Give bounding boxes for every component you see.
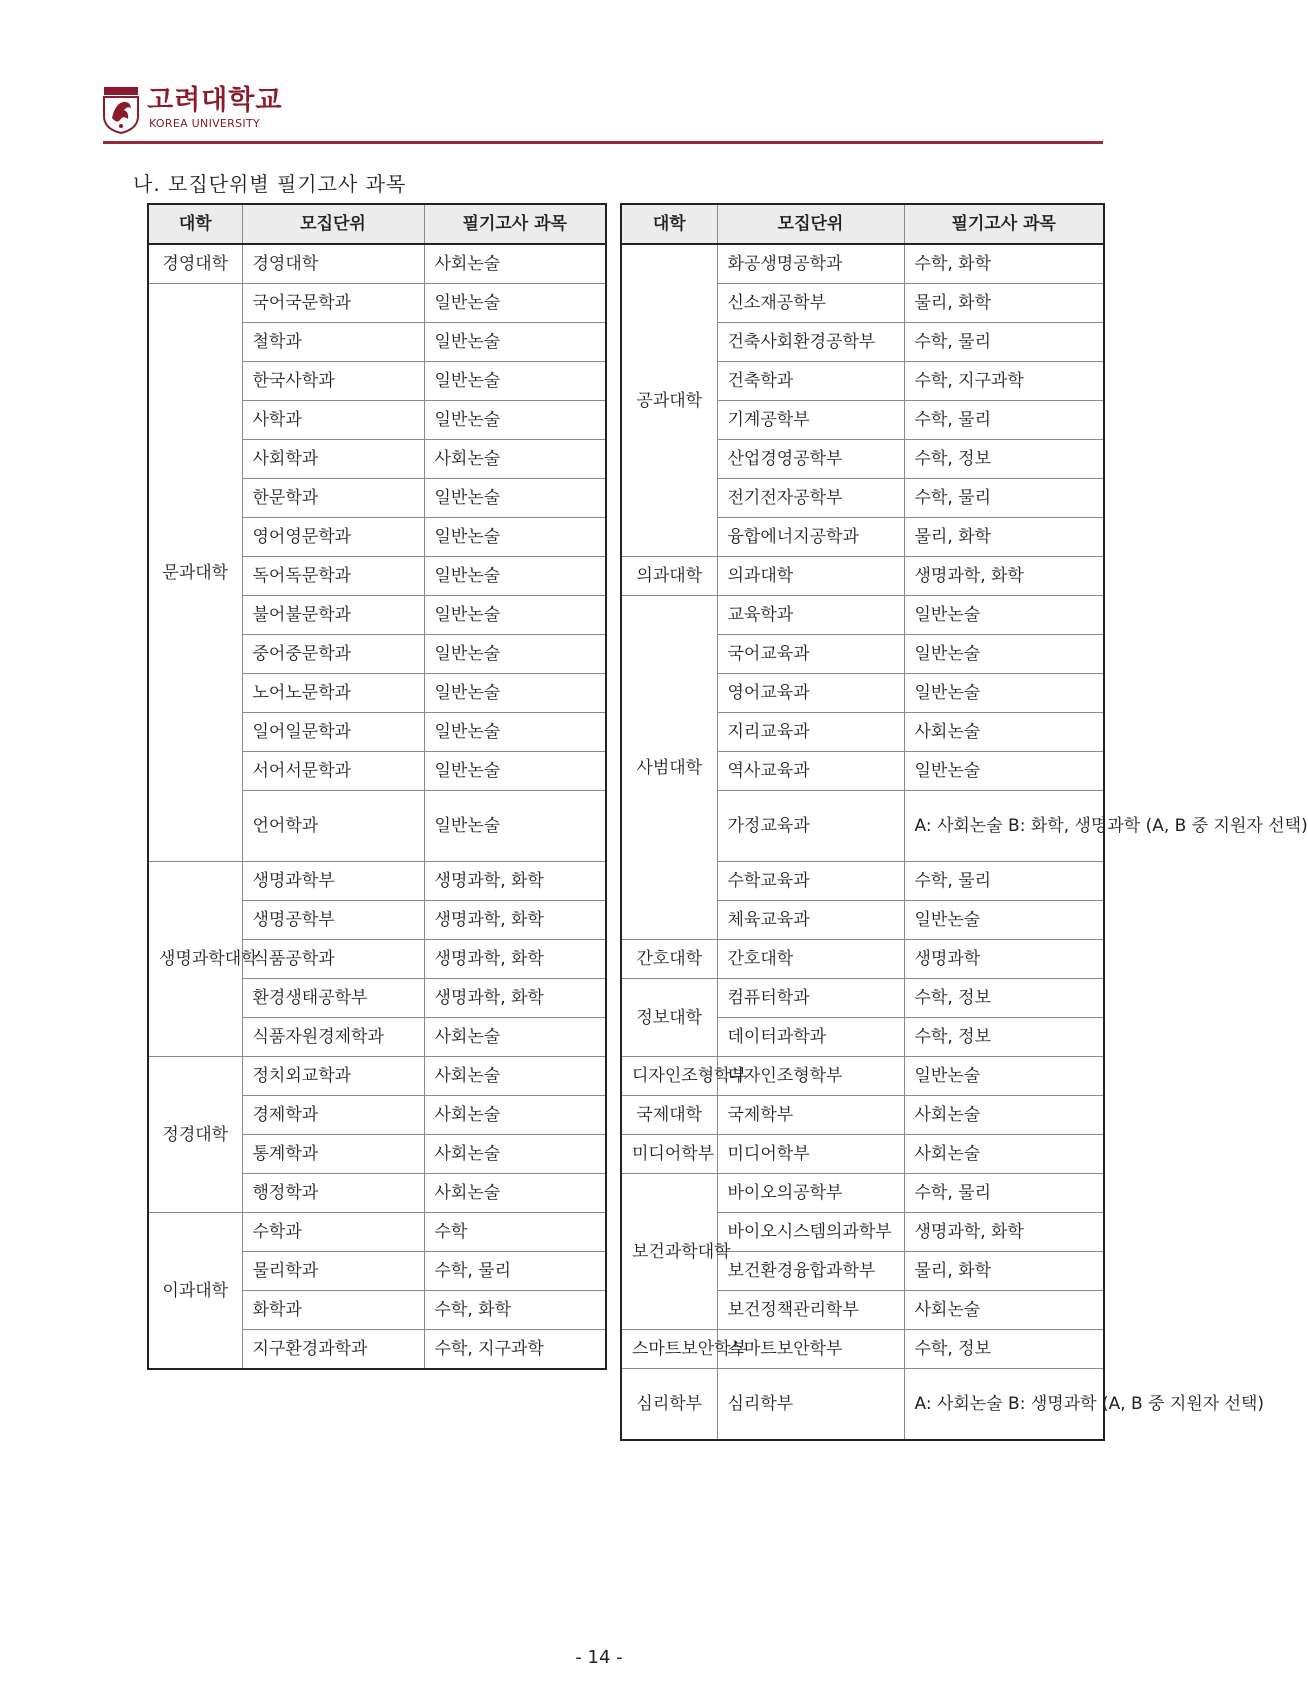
table-row [148,1213,606,1252]
unit-cell: 스마트보안학부 [717,1330,904,1369]
table-row [621,1330,1104,1369]
subject-cell: 수학, 정보 [904,1018,1104,1057]
unit-cell: 식품자원경제학과 [242,1018,424,1057]
subject-cell: 사회논술 [904,1135,1104,1174]
unit-cell: 화공생명공학과 [717,244,904,284]
unit-cell: 불어불문학과 [242,596,424,635]
unit-cell: 독어독문학과 [242,557,424,596]
subject-cell: 생명과학, 화학 [904,557,1104,596]
unit-cell: 바이오의공학부 [717,1174,904,1213]
subject-cell: 수학, 화학 [424,1291,606,1330]
unit-cell: 미디어학부 [717,1135,904,1174]
unit-cell: 한국사학과 [242,362,424,401]
unit-cell: 일어일문학과 [242,713,424,752]
unit-cell: 국어교육과 [717,635,904,674]
table-header-row [148,204,606,244]
college-cell: 미디어학부 [621,1135,717,1174]
column-header-unit: 모집단위 [242,204,424,244]
unit-cell: 화학과 [242,1291,424,1330]
subject-cell: 일반논술 [424,518,606,557]
table-row [621,557,1104,596]
unit-cell: 기계공학부 [717,401,904,440]
subject-cell: 물리, 화학 [904,518,1104,557]
unit-cell: 통계학과 [242,1135,424,1174]
column-header-subject: 필기고사 과목 [424,204,606,244]
unit-cell: 생명공학부 [242,901,424,940]
unit-cell: 디자인조형학부 [717,1057,904,1096]
subject-cell: 생명과학, 화학 [424,862,606,901]
subject-cell: 일반논술 [424,713,606,752]
subject-cell: 일반논술 [424,557,606,596]
subject-cell: 수학, 정보 [904,440,1104,479]
college-cell: 문과대학 [148,284,242,862]
subject-cell: 일반논술 [424,674,606,713]
unit-cell: 데이터과학과 [717,1018,904,1057]
subject-cell: 수학, 물리 [904,401,1104,440]
unit-cell: 수학과 [242,1213,424,1252]
college-cell: 간호대학 [621,940,717,979]
unit-cell: 역사교육과 [717,752,904,791]
subject-cell: 생명과학, 화학 [904,1213,1104,1252]
unit-cell: 영어교육과 [717,674,904,713]
unit-cell: 한문학과 [242,479,424,518]
subject-cell: 수학, 지구과학 [424,1330,606,1370]
unit-cell: 생명과학부 [242,862,424,901]
subject-cell: 수학, 물리 [424,1252,606,1291]
subject-cell: 일반논술 [424,635,606,674]
column-header-unit: 모집단위 [717,204,904,244]
unit-cell: 융합에너지공학과 [717,518,904,557]
unit-cell: 컴퓨터학과 [717,979,904,1018]
subject-cell: 일반논술 [904,635,1104,674]
subject-cell: 일반논술 [424,791,606,862]
table-row [621,979,1104,1018]
subject-cell: 일반논술 [424,596,606,635]
subject-cell: 수학, 물리 [904,323,1104,362]
subject-cell: 생명과학, 화학 [424,940,606,979]
logo-korean-name: 고려대학교 [147,85,283,116]
subject-cell: 수학 [424,1213,606,1252]
section-title: 나. 모집단위별 필기고사 과목 [133,172,407,196]
unit-cell: 철학과 [242,323,424,362]
unit-cell: 신소재공학부 [717,284,904,323]
subject-cell: 물리, 화학 [904,284,1104,323]
subject-cell: 일반논술 [904,1057,1104,1096]
header [103,84,1103,142]
college-cell: 이과대학 [148,1213,242,1370]
unit-cell: 지리교육과 [717,713,904,752]
college-cell: 경영대학 [148,244,242,284]
subject-cell: 일반논술 [904,674,1104,713]
table-row [148,284,606,323]
unit-cell: 지구환경과학과 [242,1330,424,1370]
unit-cell: 의과대학 [717,557,904,596]
subject-cell: 일반논술 [424,752,606,791]
unit-cell: 바이오시스템의과학부 [717,1213,904,1252]
college-cell: 의과대학 [621,557,717,596]
table-row [621,1369,1104,1441]
subject-cell: 일반논술 [904,596,1104,635]
subject-cell: 일반논술 [424,323,606,362]
unit-cell: 간호대학 [717,940,904,979]
subject-cell: 물리, 화학 [904,1252,1104,1291]
unit-cell: 심리학부 [717,1369,904,1441]
subject-cell: 생명과학, 화학 [424,979,606,1018]
unit-cell: 전기전자공학부 [717,479,904,518]
column-header-college: 대학 [148,204,242,244]
college-cell: 보건과학대학 [621,1174,717,1330]
logo-english-name: KOREA UNIVERSITY [149,117,260,130]
page-number: - 14 - [575,1647,623,1668]
unit-cell: 사회학과 [242,440,424,479]
table-row [148,244,606,284]
unit-cell: 교육학과 [717,596,904,635]
unit-cell: 국어국문학과 [242,284,424,323]
subject-cell: 수학, 정보 [904,979,1104,1018]
subject-cell: 수학, 물리 [904,862,1104,901]
unit-cell: 식품공학과 [242,940,424,979]
subject-cell: 사회논술 [424,440,606,479]
college-cell: 심리학부 [621,1369,717,1441]
korea-university-emblem-icon [103,86,139,134]
subject-cell: 사회논술 [424,1018,606,1057]
unit-cell: 사학과 [242,401,424,440]
table-header-row [621,204,1104,244]
subject-cell: 사회논술 [424,244,606,284]
table-row [621,1174,1104,1213]
column-header-college: 대학 [621,204,717,244]
unit-cell: 정치외교학과 [242,1057,424,1096]
subject-cell: 일반논술 [424,479,606,518]
subject-cell: 수학, 물리 [904,479,1104,518]
subject-cell: 일반논술 [904,901,1104,940]
unit-cell: 보건환경융합과학부 [717,1252,904,1291]
college-cell: 디자인조형학부 [621,1057,717,1096]
table-row [621,1135,1104,1174]
unit-cell: 건축학과 [717,362,904,401]
college-cell: 사범대학 [621,596,717,940]
subject-cell: 수학, 지구과학 [904,362,1104,401]
subject-cell: 사회논술 [424,1096,606,1135]
table-row [621,596,1104,635]
subject-cell: 사회논술 [424,1057,606,1096]
unit-cell: 수학교육과 [717,862,904,901]
unit-cell: 가정교육과 [717,791,904,862]
table-row [621,940,1104,979]
unit-cell: 영어영문학과 [242,518,424,557]
subject-cell: 사회논술 [904,1291,1104,1330]
college-cell: 스마트보안학부 [621,1330,717,1369]
unit-cell: 노어노문학과 [242,674,424,713]
table-row [621,244,1104,284]
college-cell: 국제대학 [621,1096,717,1135]
subject-table-left [147,203,607,1370]
subject-cell: 일반논술 [424,362,606,401]
subject-cell: 사회논술 [424,1174,606,1213]
header-divider [103,141,1103,144]
unit-cell: 환경생태공학부 [242,979,424,1018]
subject-cell: 수학, 화학 [904,244,1104,284]
unit-cell: 산업경영공학부 [717,440,904,479]
unit-cell: 경영대학 [242,244,424,284]
column-header-subject: 필기고사 과목 [904,204,1104,244]
table-row [148,1057,606,1096]
subject-cell: 생명과학 [904,940,1104,979]
subject-cell: 사회논술 [424,1135,606,1174]
subject-cell: 수학, 정보 [904,1330,1104,1369]
subject-cell: 사회논술 [904,1096,1104,1135]
table-row [621,1096,1104,1135]
subject-table-right [620,203,1308,1441]
subject-cell: 일반논술 [424,284,606,323]
unit-cell: 국제학부 [717,1096,904,1135]
unit-cell: 행정학과 [242,1174,424,1213]
unit-cell: 물리학과 [242,1252,424,1291]
table-row [621,1057,1104,1096]
unit-cell: 서어서문학과 [242,752,424,791]
subject-cell: A: 사회논술 B: 화학, 생명과학 (A, B 중 지원자 선택) [904,791,1104,862]
college-cell: 공과대학 [621,244,717,557]
table-row [148,862,606,901]
college-cell: 정보대학 [621,979,717,1057]
unit-cell: 경제학과 [242,1096,424,1135]
unit-cell: 중어중문학과 [242,635,424,674]
college-cell: 생명과학대학 [148,862,242,1057]
subject-cell: 사회논술 [904,713,1104,752]
unit-cell: 건축사회환경공학부 [717,323,904,362]
unit-cell: 체육교육과 [717,901,904,940]
unit-cell: 보건정책관리학부 [717,1291,904,1330]
subject-cell: 수학, 물리 [904,1174,1104,1213]
subject-cell: 생명과학, 화학 [424,901,606,940]
subject-cell: A: 사회논술 B: 생명과학 (A, B 중 지원자 선택) [904,1369,1104,1441]
subject-cell: 일반논술 [424,401,606,440]
unit-cell: 언어학과 [242,791,424,862]
subject-cell: 일반논술 [904,752,1104,791]
college-cell: 정경대학 [148,1057,242,1213]
